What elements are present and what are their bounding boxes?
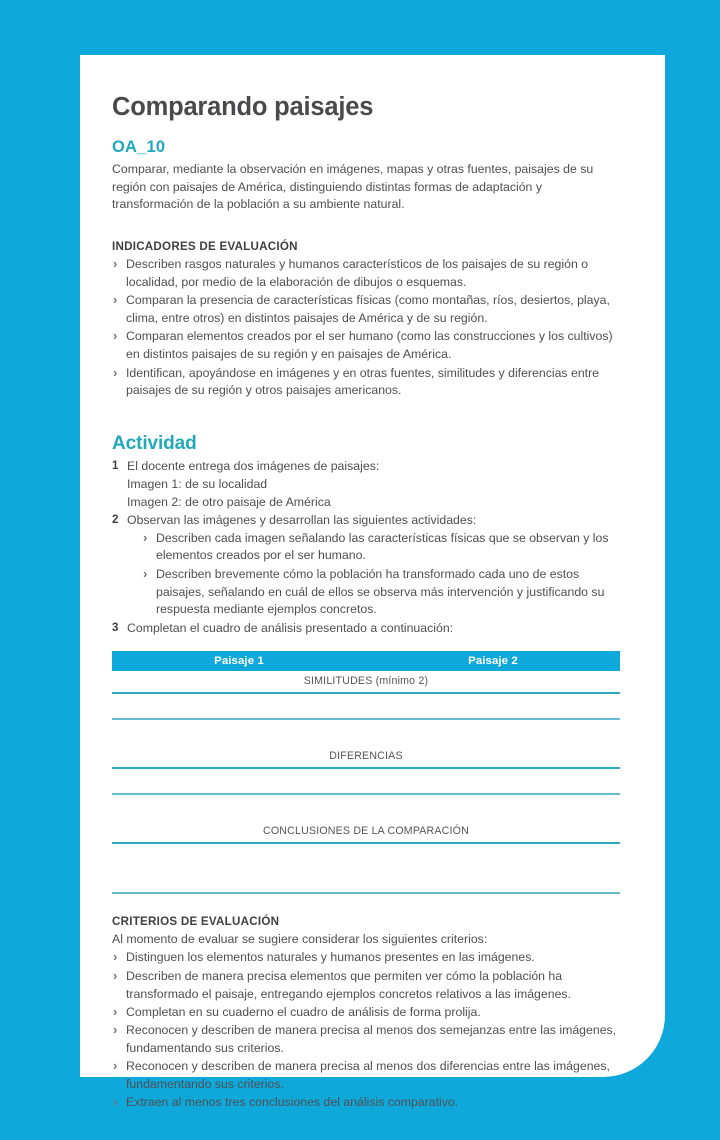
list-item: › Reconocen y describen de manera precisa al menos dos diferencias entre las imágenes, fundamentando sus criterios.	[112, 1058, 622, 1094]
table-column-header-paisaje-1: Paisaje 1	[214, 654, 264, 667]
table-band-label-diferencias: DIFERENCIAS	[329, 749, 403, 762]
list-item: › Describen brevemente cómo la población ha transformado cada uno de estos paisajes, señalando en cuál de ellos se observa más intervención y justificando su respuesta mediante ejemplos concretos.	[142, 566, 622, 619]
table-blank-row	[112, 769, 620, 793]
table-header-row	[112, 651, 620, 671]
step-text: Observan las imágenes y desarrollan las siguientes actividades:	[127, 512, 477, 527]
indicators-heading: INDICADORES DE EVALUACIÓN	[112, 240, 298, 254]
list-item: › Extraen al menos tres conclusiones del análisis comparativo.	[112, 1094, 622, 1112]
table-blank-row	[112, 795, 620, 821]
table-blank-row	[112, 844, 620, 868]
criteria-list	[112, 949, 622, 1112]
table-blank-row	[112, 868, 620, 892]
step-number: 1	[112, 460, 119, 473]
activity-section	[112, 433, 622, 637]
oa-description: Comparar, mediante la observación en imágenes, mapas y otras fuentes, paisajes de su región con paisajes de América, distinguiendo distintas formas de adaptación y transformación de la población a su ambiente natural.	[112, 162, 594, 212]
document-page-card	[80, 55, 665, 1110]
list-item: › Describen cada imagen señalando las características físicas que se observan y los elementos creados por el ser humano.	[142, 530, 622, 566]
table-band-label-similitudes: SIMILITUDES (mínimo 2)	[303, 674, 429, 687]
table-band-label-conclusiones: CONCLUSIONES DE LA COMPARACIÓN	[263, 824, 469, 837]
list-item: › Distinguen los elementos naturales y humanos presentes en las imágenes.	[112, 949, 622, 967]
activity-substeps-list	[142, 530, 622, 620]
activity-heading: Actividad	[112, 433, 197, 455]
table-rule	[112, 892, 620, 893]
list-item: › Identifican, apoyándose en imágenes y en otras fuentes, similitudes y diferencias entre paisajes de su región y otros paisajes americanos.	[112, 365, 622, 401]
oa-code: OA_10	[112, 138, 166, 157]
criteria-intro: Al momento de evaluar se sugiere considerar los siguientes criterios:	[112, 931, 488, 946]
list-item: › Describen rasgos naturales y humanos característicos de los paisajes de su región o localidad, por medio de la elaboración de dibujos o esquemas.	[112, 256, 622, 292]
step-text: Completan el cuadro de análisis presentado a continuación:	[127, 620, 454, 635]
activity-steps-list	[112, 458, 622, 637]
step-number: 2	[112, 513, 119, 526]
criteria-heading: CRITERIOS DE EVALUACIÓN	[112, 914, 280, 928]
list-item: › Reconocen y describen de manera precisa al menos dos semejanzas entre las imágenes, fundamentando sus criterios.	[112, 1022, 622, 1058]
document-content	[80, 55, 665, 1112]
criteria-section	[112, 915, 622, 1113]
activity-step-3	[112, 620, 622, 638]
table-column-header-paisaje-2: Paisaje 2	[468, 654, 518, 667]
page-title: Comparando paisajes	[112, 93, 374, 121]
step-number: 3	[112, 621, 119, 634]
indicators-list	[112, 256, 622, 400]
indicators-section	[112, 240, 622, 400]
table-blank-row	[112, 694, 620, 718]
step-text: El docente entrega dos imágenes de paisajes:	[127, 459, 380, 474]
list-item: › Completan en su cuaderno el cuadro de análisis de forma prolija.	[112, 1004, 622, 1022]
activity-step-2	[112, 512, 622, 619]
step-detail-line: Imagen 1: de su localidad	[127, 477, 268, 492]
learning-objective-block	[112, 138, 622, 214]
list-item: › Comparan la presencia de características físicas (como montañas, ríos, desiertos, playa, clima, entre otros) en distintos paisajes de América y de su región.	[112, 292, 622, 328]
step-detail-line: Imagen 2: de otro paisaje de América	[127, 494, 331, 509]
activity-step-1	[112, 458, 622, 511]
analysis-table	[112, 651, 620, 894]
list-item: › Describen de manera precisa elementos que permiten ver cómo la población ha transformado el paisaje, entregando ejemplos concretos relativos a las imágenes.	[112, 968, 622, 1004]
table-blank-row	[112, 720, 620, 746]
list-item: › Comparan elementos creados por el ser humano (como las construcciones y los cultivos) en distintos paisajes de su región y en paisajes de América.	[112, 328, 622, 364]
